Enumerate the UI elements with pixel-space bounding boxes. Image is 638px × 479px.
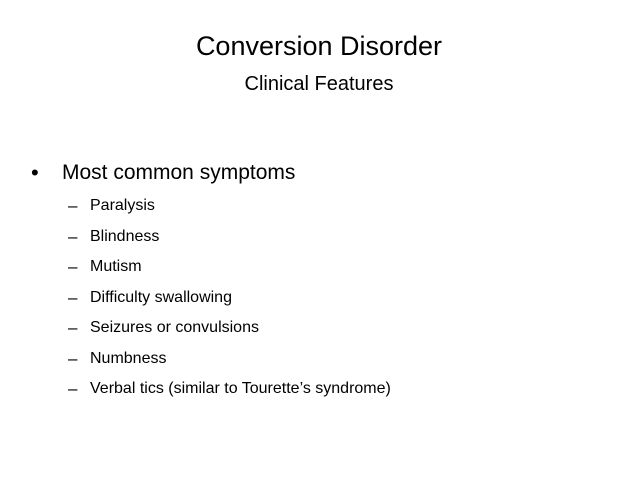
slide-subtitle: Clinical Features [244,73,394,95]
symptom-list [0,193,638,407]
dash-marker: – [68,226,78,246]
symptom-text: Difficulty swallowing [90,288,232,306]
slide-title: Conversion Disorder [195,31,443,61]
symptom-item [0,315,638,346]
symptom-item [0,285,638,316]
symptom-text: Verbal tics (similar to Tourette’s syndrome) [90,380,391,397]
symptom-item [0,224,638,255]
bullet-marker: • [31,160,39,185]
symptom-text: Seizures or convulsions [90,319,259,336]
symptom-text: Blindness [90,227,160,245]
dash-marker: – [68,318,78,337]
dash-marker: – [68,287,78,307]
symptom-item [0,376,638,407]
symptom-item [0,254,638,285]
bullet-item [0,158,638,188]
bullet-text: Most common symptoms [62,161,296,184]
dash-marker: – [68,257,78,276]
dash-marker: – [68,196,78,215]
symptom-text: Paralysis [90,197,155,214]
symptom-item [0,346,638,377]
symptom-text: Mutism [90,258,142,275]
symptom-text: Numbness [90,349,167,367]
symptom-item [0,193,638,224]
dash-marker: – [68,379,78,398]
dash-marker: – [68,348,78,368]
